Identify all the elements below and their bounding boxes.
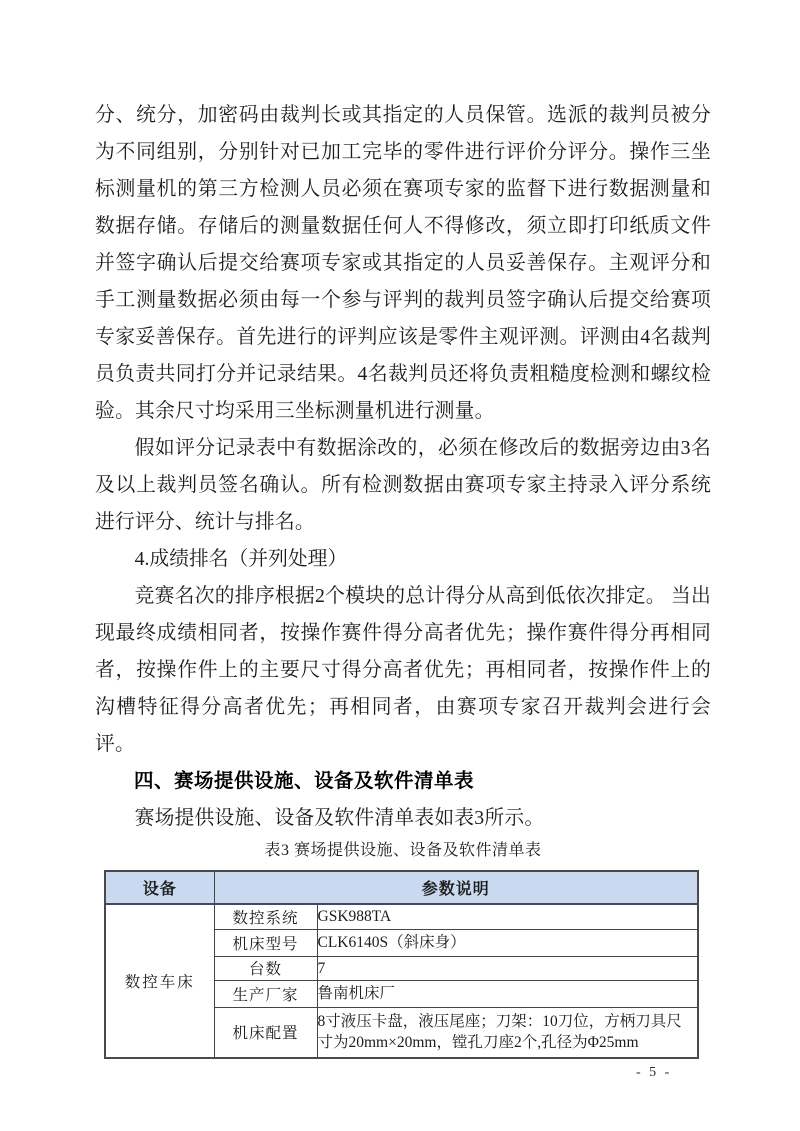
param-value-cell: 7 (317, 956, 698, 980)
section-heading-facilities: 四、赛场提供设施、设备及软件清单表 (134, 770, 475, 792)
param-label-cell: 机床配置 (214, 1007, 317, 1058)
param-label-cell: 生产厂家 (214, 980, 317, 1007)
param-label-cell: 数控系统 (214, 904, 317, 929)
sub-heading-rank: 4.成绩排名（并列处理） (134, 548, 348, 570)
equipment-table (104, 870, 699, 1059)
param-value-cell: GSK988TA (317, 904, 698, 929)
table-header-params: 参数说明 (214, 871, 698, 904)
body-paragraph-4: 赛场提供设施、设备及软件清单表如表3所示。 (134, 807, 545, 829)
table-header-row (105, 871, 698, 904)
body-paragraph-2: 假如评分记录表中有数据涂改的，必须在修改后的数据旁边由3名及以上裁判员签名确认。所有检测数据由赛项专家主持录入评分系统进行评分、统计与排名。 (95, 437, 711, 533)
body-paragraph-3: 竞赛名次的排序根据2个模块的总计得分从高到低依次排定。 当出现最终成绩相同者，按操作赛件得分高者优先；操作赛件得分再相同者，按操作件上的主要尺寸得分高者优先；再相同者，按操作件上的沟槽特征得分高者优先；再相同者，由赛项专家召开裁判会进行会评。 (95, 585, 711, 755)
param-label-cell: 台数 (214, 956, 317, 980)
param-value-cell: 8寸液压卡盘，液压尾座；刀架：10刀位，方柄刀具尺寸为20mm×20mm，镗孔刀座2个,孔径为Φ25mm (317, 1007, 698, 1058)
param-label-cell: 机床型号 (214, 929, 317, 956)
table-row (105, 904, 698, 929)
param-value-cell: 鲁南机床厂 (317, 980, 698, 1007)
page-number: - 5 - (636, 1065, 672, 1080)
device-group-cell: 数控车床 (105, 904, 214, 1058)
body-paragraph-1: 分、统分，加密码由裁判长或其指定的人员保管。选派的裁判员被分为不同组别，分别针对已加工完毕的零件进行评价分评分。操作三坐标测量机的第三方检测人员必须在赛项专家的监督下进行数据测量和数据存储。存储后的测量数据任何人不得修改，须立即打印纸质文件并签字确认后提交给赛项专家或其指定的人员妥善保存。主观评分和手工测量数据必须由每一个参与评判的裁判员签字确认后提交给赛项专家妥善保存。首先进行的评判应该是零件主观评测。评测由4名裁判员负责共同打分并记录结果。4名裁判员还将负责粗糙度检测和螺纹检验。其余尺寸均采用三坐标测量机进行测量。 (95, 104, 711, 422)
table-caption: 表3 赛场提供设施、设备及软件清单表 (264, 842, 542, 859)
table-header-device: 设备 (105, 871, 214, 904)
page-content (95, 97, 711, 1059)
param-value-cell: CLK6140S（斜床身） (317, 929, 698, 956)
